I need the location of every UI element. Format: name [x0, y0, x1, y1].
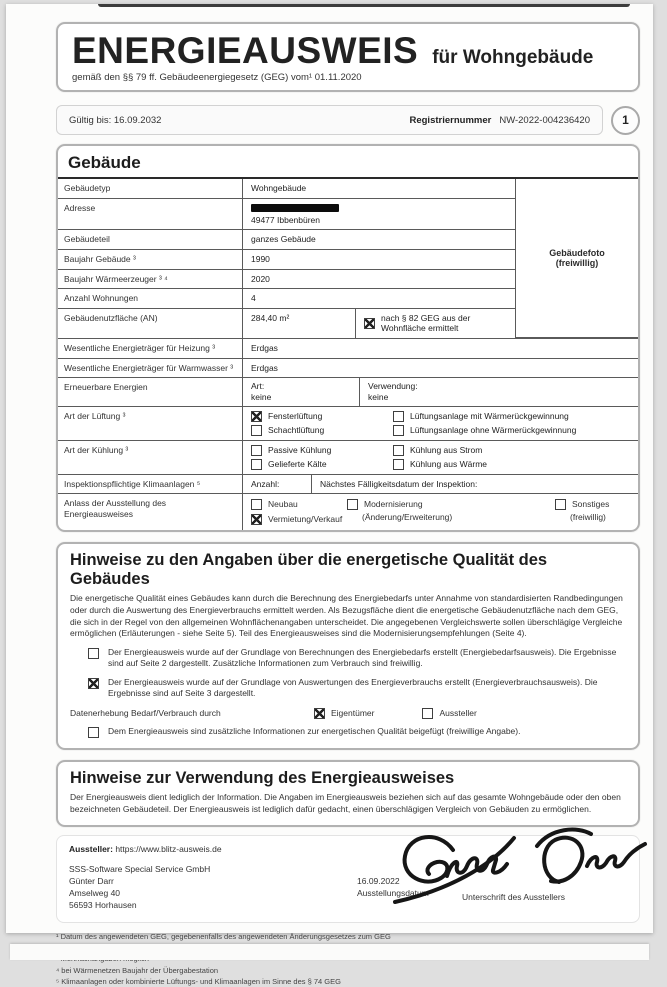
issue-reason-label: Anlass der Ausstellung des Energieausweises — [58, 494, 243, 530]
photo-label-line2: (freiwillig) — [555, 258, 599, 268]
renewables-type-value: keine — [251, 391, 272, 402]
address-label: Adresse — [58, 199, 243, 230]
checkbox-item — [70, 677, 626, 700]
table-row — [58, 230, 515, 250]
issuer-label: Aussteller: — [69, 844, 113, 855]
issuer-city: 56593 Horhausen — [69, 899, 137, 910]
renewables-type-label: Art: — [251, 381, 265, 392]
table-row — [58, 475, 638, 495]
quality-notes-section — [56, 542, 640, 750]
option-label: Kühlung aus Wärme — [410, 458, 488, 469]
option-label: Passive Kühlung — [268, 444, 332, 455]
ac-next-inspection-label: Nächstes Fälligkeitsdatum der Inspektion: — [311, 475, 638, 494]
cooling-label: Art der Kühlung ³ — [58, 441, 243, 474]
cooling-heat-checkbox[interactable] — [393, 459, 404, 470]
redacted-street — [251, 204, 339, 212]
issue-date-label: Ausstellungsdatum — [357, 888, 429, 899]
building-section — [56, 144, 640, 532]
reason-rental-sale-checkbox[interactable] — [251, 514, 262, 525]
table-row — [58, 309, 515, 338]
table-row — [58, 338, 638, 359]
table-row — [58, 441, 638, 475]
checkbox-item-label: Dem Energieausweis sind zusätzliche Informationen zur energetischen Qualität beigefügt (freiwillige Angabe). — [108, 725, 521, 736]
option-label: Eigentümer — [331, 707, 375, 718]
checkbox-item — [70, 726, 626, 738]
heat-generator-year-label: Baujahr Wärmeerzeuger ³ ⁴ — [58, 270, 243, 289]
reason-modernisation-checkbox[interactable] — [347, 499, 358, 510]
checkbox-item-label: Der Energieausweis wurde auf der Grundlage von Auswertungen des Energieverbrauchs erstellt (Energieverbrauchsausweis). Die Ergebnisse sind auf Seite 3 dargestellt. — [108, 676, 598, 699]
law-reference: gemäß den §§ 79 ff. Gebäudeenergiegesetz (GEG) vom¹ 01.11.2020 — [72, 72, 362, 83]
checkbox-item-label: Der Energieausweis wurde auf der Grundlage von Berechnungen des Energiebedarfs erstellt (Energiebedarfsausweis). Die Ergebnisse sind auf Seite 2 dargestellt. Zusätzliche Informationen zum Verbrauch sind freiwillig. — [108, 647, 617, 669]
usage-notes-body: Der Energieausweis dient lediglich der Information. Die Angaben im Energieausweis beziehen sich auf das gesamte Wohngebäude oder den oben bezeichneten Gebäudeteil. Der Energieausweis ist lediglich dafür gedacht, einen überschlägigen Vergleich von Gebäuden zu ermöglichen. — [70, 791, 621, 814]
building-photo-placeholder — [515, 179, 638, 338]
quality-notes-intro: Die energetische Qualität eines Gebäudes kann durch die Berechnung des Energiebedarfs unter Annahme von standardisierten Randbedingungen oder durch die Auswertung des Energieverbrauchs ermittelt werden. Als Bezugsfläche dient die energetische Gebäudenutzfläche nach dem GEG, die sich in der Regel von den allgemeinen Wohnflächenangaben unterscheidet. Die angegebenen Vergleichswerte sollen überschlägige Vergleiche ermöglichen (Erläuterungen - siehe Seite 5). Teil des Energieausweises sind die Modernisierungsempfehlungen (Seite 4). — [70, 593, 623, 639]
renewables-usage-value: keine — [368, 391, 389, 402]
register-number: NW-2022-004236420 — [499, 114, 590, 126]
issuer-company: SSS-Software Special Service GmbH — [69, 864, 211, 875]
validity-strip — [56, 105, 603, 135]
scan-artifact-line — [98, 4, 630, 7]
additional-info-checkbox[interactable] — [88, 727, 99, 738]
issuer-section — [56, 835, 640, 922]
option-sublabel: (freiwillig) — [570, 512, 606, 523]
checkbox-item — [70, 647, 626, 670]
usable-area-label: Gebäudenutzfläche (AN) — [58, 309, 243, 338]
cooling-electric-checkbox[interactable] — [393, 445, 404, 456]
footnote: ¹ Datum des angewendeten GEG, gegebenenfalls des angewendeten Änderungsgesetzes zum GEG — [56, 931, 391, 941]
table-row — [58, 378, 638, 406]
option-label: Fensterlüftung — [268, 410, 323, 421]
ventilation-window-checkbox[interactable] — [251, 411, 262, 422]
demand-certificate-checkbox[interactable] — [88, 648, 99, 659]
issuer-street: Amselweg 40 — [69, 887, 121, 898]
heating-carrier-label: Wesentliche Energieträger für Heizung ³ — [58, 339, 243, 358]
apartment-count-value: 4 — [251, 293, 256, 304]
option-label: Aussteller — [439, 707, 477, 718]
ventilation-with-recovery-checkbox[interactable] — [393, 411, 404, 422]
option-label: Neubau — [268, 499, 298, 510]
option-sublabel: (Änderung/Erweiterung) — [362, 512, 453, 523]
footnote: ⁴ bei Wärmenetzen Baujahr der Übergabestation — [56, 965, 219, 975]
reason-other-checkbox[interactable] — [555, 499, 566, 510]
option-label: Lüftungsanlage mit Wärmerückgewinnung — [410, 410, 569, 421]
ventilation-shaft-checkbox[interactable] — [251, 425, 262, 436]
option-label: Lüftungsanlage ohne Wärmerückgewinnung — [410, 424, 577, 435]
renewables-usage-label: Verwendung: — [368, 381, 418, 392]
signature-label: Unterschrift des Ausstellers — [462, 892, 565, 903]
option-label: Gelieferte Kälte — [268, 458, 327, 469]
table-row — [58, 179, 515, 199]
hot-water-carrier-value: Erdgas — [251, 362, 278, 373]
ac-count-label: Anzahl: — [251, 478, 280, 489]
building-type-label: Gebäudetyp — [58, 179, 243, 198]
ventilation-without-recovery-checkbox[interactable] — [393, 425, 404, 436]
table-row — [58, 359, 638, 379]
page-number-badge: 1 — [611, 106, 640, 135]
table-row — [58, 270, 515, 290]
consumption-certificate-checkbox[interactable] — [88, 678, 99, 689]
heating-carrier-value: Erdgas — [251, 343, 278, 353]
table-row — [58, 289, 515, 309]
data-collection-label: Datenerhebung Bedarf/Verbrauch durch — [70, 708, 221, 719]
address-city: 49477 Ibbenbüren — [251, 214, 321, 225]
ventilation-label: Art der Lüftung ³ — [58, 407, 243, 440]
reason-newbuild-checkbox[interactable] — [251, 499, 262, 510]
option-label: Vermietung/Verkauf — [268, 514, 343, 525]
certificate-header — [56, 22, 640, 92]
issuer-url[interactable]: https://www.blitz-ausweis.de — [115, 844, 222, 855]
data-collection-row — [70, 708, 626, 719]
ac-inspection-label: Inspektionspflichtige Klimaanlagen ⁵ — [58, 475, 243, 494]
certificate-title: ENERGIEAUSWEIS — [72, 30, 419, 71]
issue-date: 16.09.2022 — [357, 876, 400, 887]
option-label: Schachtlüftung — [268, 424, 325, 435]
building-part-value: ganzes Gebäude — [251, 234, 316, 245]
area-method-checkbox[interactable] — [364, 318, 375, 329]
usage-notes-section — [56, 760, 640, 827]
collected-by-owner-checkbox[interactable] — [314, 708, 325, 719]
table-row — [58, 199, 515, 231]
heat-generator-year-value: 2020 — [251, 273, 270, 284]
usable-area-value: 284,40 m² — [251, 312, 290, 323]
area-method-label: nach § 82 GEG aus der Wohnfläche ermittelt — [381, 312, 471, 334]
option-label: Modernisierung — [364, 499, 423, 510]
table-row — [58, 407, 638, 441]
quality-notes-title: Hinweise zu den Angaben über die energetische Qualität des Gebäudes — [70, 551, 548, 589]
usage-notes-title: Hinweise zur Verwendung des Energieausweises — [70, 768, 455, 787]
next-page-edge — [10, 944, 649, 960]
photo-label-line1: Gebäudefoto — [549, 248, 605, 258]
hot-water-carrier-label: Wesentliche Energieträger für Warmwasser ³ — [58, 359, 243, 378]
renewables-label: Erneuerbare Energien — [58, 378, 243, 405]
certificate-subtitle: für Wohngebäude — [432, 47, 594, 68]
construction-year-label: Baujahr Gebäude ³ — [58, 250, 243, 269]
table-row — [58, 494, 638, 530]
cooling-passive-checkbox[interactable] — [251, 445, 262, 456]
building-type-value: Wohngebäude — [251, 183, 307, 193]
building-part-label: Gebäudeteil — [58, 230, 243, 249]
cooling-delivered-checkbox[interactable] — [251, 459, 262, 470]
valid-until: Gültig bis: 16.09.2032 — [69, 114, 162, 126]
document-page — [6, 4, 653, 986]
footnote: ⁵ Klimaanlagen oder kombinierte Lüftungs- und Klimaanlagen im Sinne des § 74 GEG — [56, 976, 341, 986]
collected-by-issuer-checkbox[interactable] — [422, 708, 433, 719]
apartment-count-label: Anzahl Wohnungen — [58, 289, 243, 308]
option-label: Kühlung aus Strom — [410, 444, 483, 455]
construction-year-value: 1990 — [251, 253, 270, 264]
issuer-name: Günter Darr — [69, 876, 114, 887]
table-row — [58, 250, 515, 270]
building-section-title: Gebäude — [58, 151, 638, 179]
register-number-label: Registriernummer — [409, 114, 492, 126]
option-label: Sonstiges — [572, 499, 610, 510]
